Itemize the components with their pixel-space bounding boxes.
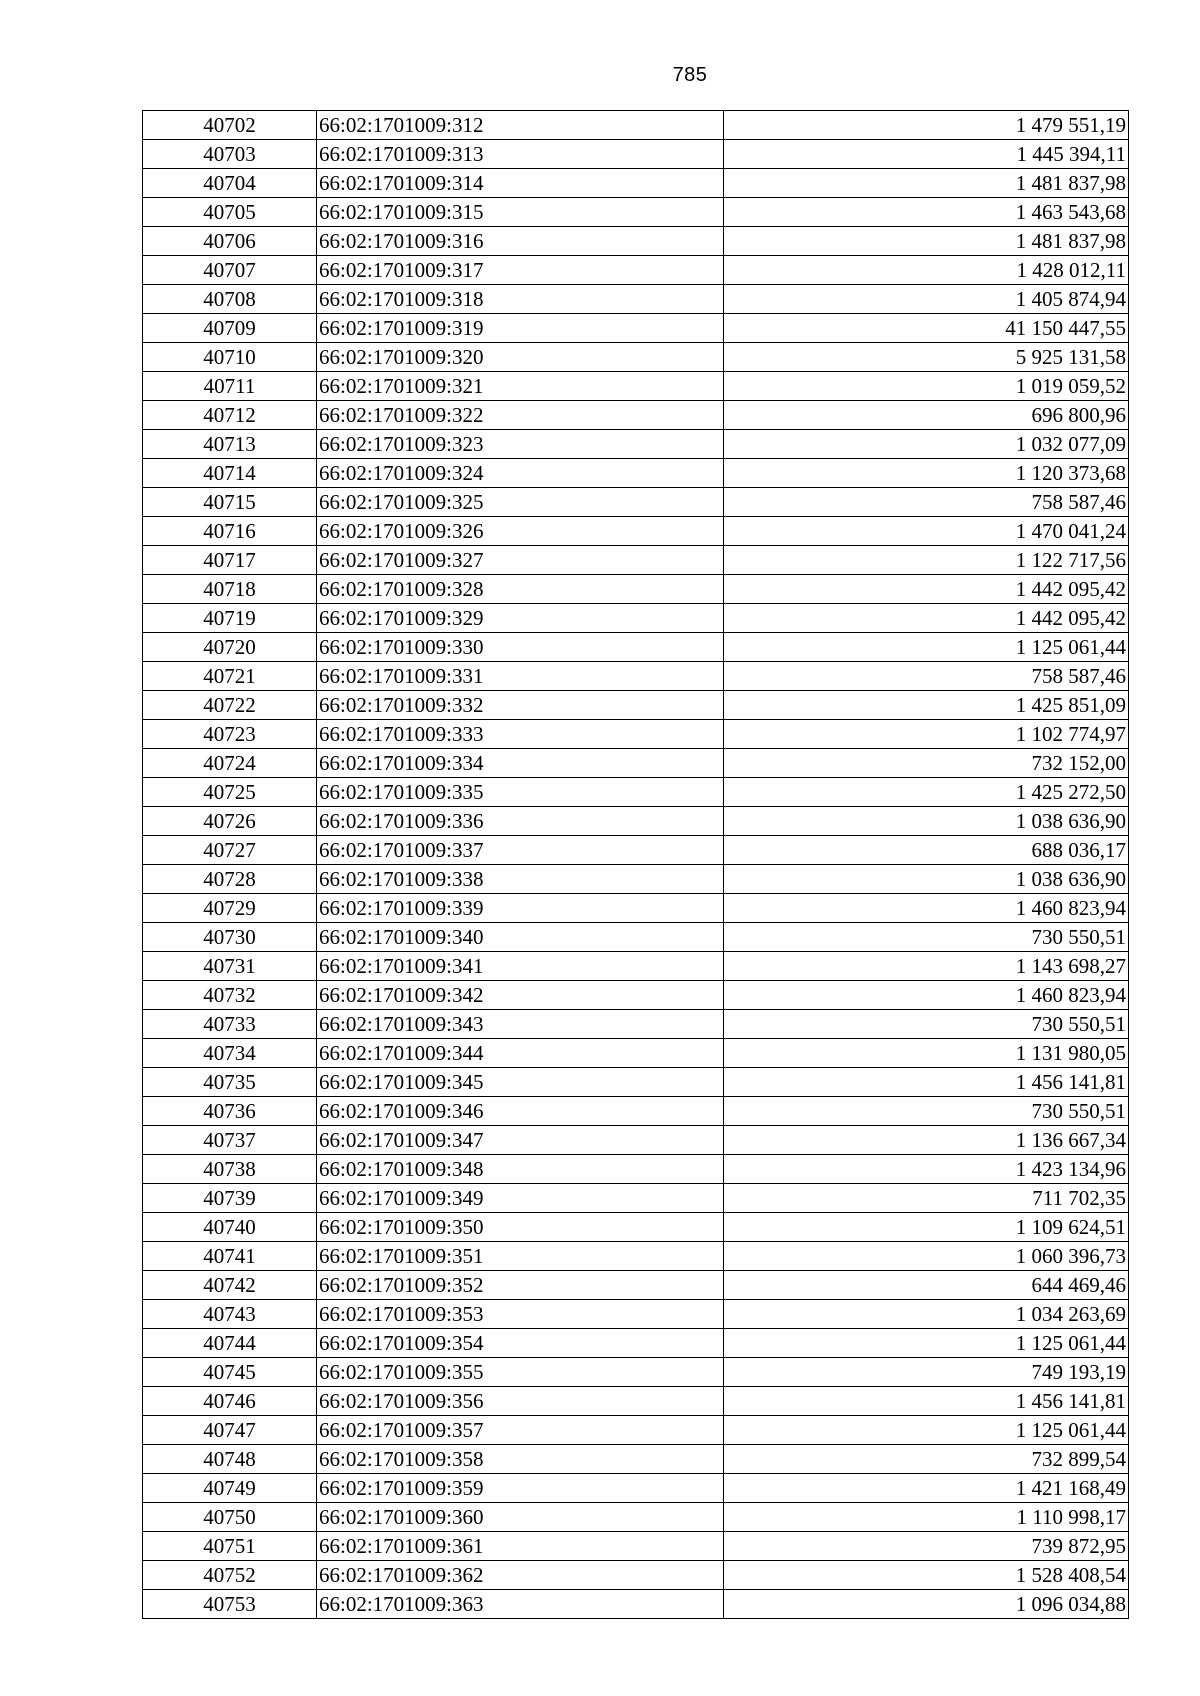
row-number-cell: 40722 bbox=[143, 691, 317, 720]
row-number-cell: 40720 bbox=[143, 633, 317, 662]
cadastral-value-cell: 1 143 698,27 bbox=[724, 952, 1129, 981]
cadastral-number-cell: 66:02:1701009:314 bbox=[317, 169, 724, 198]
table-row bbox=[143, 1358, 1129, 1387]
row-number-cell: 40728 bbox=[143, 865, 317, 894]
cadastral-number-cell: 66:02:1701009:339 bbox=[317, 894, 724, 923]
cadastral-value-cell: 749 193,19 bbox=[724, 1358, 1129, 1387]
row-number-cell: 40726 bbox=[143, 807, 317, 836]
cadastral-value-cell: 1 456 141,81 bbox=[724, 1387, 1129, 1416]
table-row bbox=[143, 1445, 1129, 1474]
table-row bbox=[143, 517, 1129, 546]
row-number-cell: 40736 bbox=[143, 1097, 317, 1126]
cadastral-value-cell: 5 925 131,58 bbox=[724, 343, 1129, 372]
cadastral-value-cell: 730 550,51 bbox=[724, 923, 1129, 952]
cadastral-number-cell: 66:02:1701009:343 bbox=[317, 1010, 724, 1039]
cadastral-value-cell: 1 034 263,69 bbox=[724, 1300, 1129, 1329]
cadastral-number-cell: 66:02:1701009:345 bbox=[317, 1068, 724, 1097]
cadastral-value-cell: 1 405 874,94 bbox=[724, 285, 1129, 314]
row-number-cell: 40742 bbox=[143, 1271, 317, 1300]
table-row bbox=[143, 372, 1129, 401]
row-number-cell: 40746 bbox=[143, 1387, 317, 1416]
row-number-cell: 40703 bbox=[143, 140, 317, 169]
row-number-cell: 40712 bbox=[143, 401, 317, 430]
cadastral-value-cell: 1 122 717,56 bbox=[724, 546, 1129, 575]
cadastral-number-cell: 66:02:1701009:334 bbox=[317, 749, 724, 778]
table-row bbox=[143, 1242, 1129, 1271]
row-number-cell: 40710 bbox=[143, 343, 317, 372]
table-body bbox=[143, 111, 1129, 1619]
cadastral-value-cell: 1 425 272,50 bbox=[724, 778, 1129, 807]
row-number-cell: 40725 bbox=[143, 778, 317, 807]
cadastral-number-cell: 66:02:1701009:327 bbox=[317, 546, 724, 575]
cadastral-value-cell: 644 469,46 bbox=[724, 1271, 1129, 1300]
cadastral-value-cell: 730 550,51 bbox=[724, 1010, 1129, 1039]
table-row bbox=[143, 749, 1129, 778]
cadastral-value-cell: 1 038 636,90 bbox=[724, 807, 1129, 836]
row-number-cell: 40733 bbox=[143, 1010, 317, 1039]
cadastral-number-cell: 66:02:1701009:321 bbox=[317, 372, 724, 401]
table-row bbox=[143, 198, 1129, 227]
table-row bbox=[143, 865, 1129, 894]
cadastral-number-cell: 66:02:1701009:323 bbox=[317, 430, 724, 459]
table-row bbox=[143, 314, 1129, 343]
table-row bbox=[143, 1126, 1129, 1155]
row-number-cell: 40741 bbox=[143, 1242, 317, 1271]
cadastral-value-cell: 730 550,51 bbox=[724, 1097, 1129, 1126]
table-row bbox=[143, 662, 1129, 691]
cadastral-value-cell: 732 899,54 bbox=[724, 1445, 1129, 1474]
cadastral-number-cell: 66:02:1701009:360 bbox=[317, 1503, 724, 1532]
table-row bbox=[143, 1300, 1129, 1329]
table-row bbox=[143, 430, 1129, 459]
table-row bbox=[143, 1590, 1129, 1619]
cadastral-number-cell: 66:02:1701009:349 bbox=[317, 1184, 724, 1213]
cadastral-number-cell: 66:02:1701009:320 bbox=[317, 343, 724, 372]
table-row bbox=[143, 140, 1129, 169]
table-row bbox=[143, 894, 1129, 923]
cadastral-number-cell: 66:02:1701009:313 bbox=[317, 140, 724, 169]
cadastral-value-cell: 1 019 059,52 bbox=[724, 372, 1129, 401]
cadastral-value-cell: 1 481 837,98 bbox=[724, 169, 1129, 198]
cadastral-number-cell: 66:02:1701009:312 bbox=[317, 111, 724, 140]
cadastral-value-cell: 1 125 061,44 bbox=[724, 633, 1129, 662]
row-number-cell: 40748 bbox=[143, 1445, 317, 1474]
cadastral-number-cell: 66:02:1701009:318 bbox=[317, 285, 724, 314]
table-row bbox=[143, 1184, 1129, 1213]
cadastral-number-cell: 66:02:1701009:359 bbox=[317, 1474, 724, 1503]
row-number-cell: 40737 bbox=[143, 1126, 317, 1155]
row-number-cell: 40713 bbox=[143, 430, 317, 459]
cadastral-number-cell: 66:02:1701009:338 bbox=[317, 865, 724, 894]
table-row bbox=[143, 227, 1129, 256]
cadastral-value-cell: 1 421 168,49 bbox=[724, 1474, 1129, 1503]
cadastral-number-cell: 66:02:1701009:315 bbox=[317, 198, 724, 227]
row-number-cell: 40740 bbox=[143, 1213, 317, 1242]
row-number-cell: 40743 bbox=[143, 1300, 317, 1329]
table-row bbox=[143, 807, 1129, 836]
page-number: 785 bbox=[672, 64, 708, 86]
table-row bbox=[143, 1271, 1129, 1300]
cadastral-number-cell: 66:02:1701009:331 bbox=[317, 662, 724, 691]
cadastral-value-cell: 711 702,35 bbox=[724, 1184, 1129, 1213]
cadastral-number-cell: 66:02:1701009:346 bbox=[317, 1097, 724, 1126]
row-number-cell: 40729 bbox=[143, 894, 317, 923]
table-row bbox=[143, 111, 1129, 140]
cadastral-number-cell: 66:02:1701009:317 bbox=[317, 256, 724, 285]
table-row bbox=[143, 633, 1129, 662]
cadastral-number-cell: 66:02:1701009:337 bbox=[317, 836, 724, 865]
table-row bbox=[143, 546, 1129, 575]
table-row bbox=[143, 1329, 1129, 1358]
row-number-cell: 40702 bbox=[143, 111, 317, 140]
row-number-cell: 40706 bbox=[143, 227, 317, 256]
row-number-cell: 40707 bbox=[143, 256, 317, 285]
row-number-cell: 40751 bbox=[143, 1532, 317, 1561]
cadastral-value-cell: 1 460 823,94 bbox=[724, 894, 1129, 923]
cadastral-value-cell: 1 428 012,11 bbox=[724, 256, 1129, 285]
cadastral-value-cell: 1 125 061,44 bbox=[724, 1329, 1129, 1358]
table-row bbox=[143, 1561, 1129, 1590]
cadastral-value-cell: 1 442 095,42 bbox=[724, 575, 1129, 604]
cadastral-number-cell: 66:02:1701009:324 bbox=[317, 459, 724, 488]
cadastral-value-cell: 739 872,95 bbox=[724, 1532, 1129, 1561]
cadastral-value-cell: 1 102 774,97 bbox=[724, 720, 1129, 749]
cadastral-number-cell: 66:02:1701009:340 bbox=[317, 923, 724, 952]
row-number-cell: 40727 bbox=[143, 836, 317, 865]
cadastral-number-cell: 66:02:1701009:348 bbox=[317, 1155, 724, 1184]
table-row bbox=[143, 691, 1129, 720]
cadastral-value-cell: 1 032 077,09 bbox=[724, 430, 1129, 459]
cadastral-number-cell: 66:02:1701009:358 bbox=[317, 1445, 724, 1474]
table-row bbox=[143, 1474, 1129, 1503]
cadastral-value-table bbox=[142, 110, 1129, 1619]
table-row bbox=[143, 604, 1129, 633]
cadastral-number-cell: 66:02:1701009:342 bbox=[317, 981, 724, 1010]
row-number-cell: 40715 bbox=[143, 488, 317, 517]
row-number-cell: 40750 bbox=[143, 1503, 317, 1532]
table-row bbox=[143, 1010, 1129, 1039]
cadastral-value-cell: 1 463 543,68 bbox=[724, 198, 1129, 227]
row-number-cell: 40738 bbox=[143, 1155, 317, 1184]
cadastral-number-cell: 66:02:1701009:344 bbox=[317, 1039, 724, 1068]
table-row bbox=[143, 836, 1129, 865]
cadastral-number-cell: 66:02:1701009:357 bbox=[317, 1416, 724, 1445]
cadastral-number-cell: 66:02:1701009:330 bbox=[317, 633, 724, 662]
table-row bbox=[143, 256, 1129, 285]
table-row bbox=[143, 1416, 1129, 1445]
cadastral-number-cell: 66:02:1701009:356 bbox=[317, 1387, 724, 1416]
table-row bbox=[143, 488, 1129, 517]
cadastral-value-cell: 1 038 636,90 bbox=[724, 865, 1129, 894]
row-number-cell: 40724 bbox=[143, 749, 317, 778]
row-number-cell: 40705 bbox=[143, 198, 317, 227]
cadastral-number-cell: 66:02:1701009:361 bbox=[317, 1532, 724, 1561]
cadastral-value-cell: 1 528 408,54 bbox=[724, 1561, 1129, 1590]
row-number-cell: 40719 bbox=[143, 604, 317, 633]
row-number-cell: 40731 bbox=[143, 952, 317, 981]
table-row bbox=[143, 1387, 1129, 1416]
cadastral-value-cell: 688 036,17 bbox=[724, 836, 1129, 865]
cadastral-value-cell: 1 479 551,19 bbox=[724, 111, 1129, 140]
document-sheet bbox=[142, 110, 1128, 1619]
cadastral-value-cell: 1 481 837,98 bbox=[724, 227, 1129, 256]
row-number-cell: 40716 bbox=[143, 517, 317, 546]
row-number-cell: 40732 bbox=[143, 981, 317, 1010]
cadastral-value-cell: 1 131 980,05 bbox=[724, 1039, 1129, 1068]
row-number-cell: 40739 bbox=[143, 1184, 317, 1213]
row-number-cell: 40714 bbox=[143, 459, 317, 488]
table-row bbox=[143, 778, 1129, 807]
table-row bbox=[143, 1097, 1129, 1126]
cadastral-number-cell: 66:02:1701009:329 bbox=[317, 604, 724, 633]
cadastral-value-cell: 1 109 624,51 bbox=[724, 1213, 1129, 1242]
cadastral-number-cell: 66:02:1701009:347 bbox=[317, 1126, 724, 1155]
row-number-cell: 40744 bbox=[143, 1329, 317, 1358]
row-number-cell: 40730 bbox=[143, 923, 317, 952]
table-row bbox=[143, 1503, 1129, 1532]
cadastral-value-cell: 1 110 998,17 bbox=[724, 1503, 1129, 1532]
table-row bbox=[143, 923, 1129, 952]
cadastral-value-cell: 1 125 061,44 bbox=[724, 1416, 1129, 1445]
cadastral-value-cell: 1 445 394,11 bbox=[724, 140, 1129, 169]
cadastral-value-cell: 696 800,96 bbox=[724, 401, 1129, 430]
row-number-cell: 40734 bbox=[143, 1039, 317, 1068]
cadastral-number-cell: 66:02:1701009:326 bbox=[317, 517, 724, 546]
table-row bbox=[143, 343, 1129, 372]
table-row bbox=[143, 1039, 1129, 1068]
cadastral-number-cell: 66:02:1701009:354 bbox=[317, 1329, 724, 1358]
cadastral-number-cell: 66:02:1701009:351 bbox=[317, 1242, 724, 1271]
cadastral-value-cell: 1 136 667,34 bbox=[724, 1126, 1129, 1155]
row-number-cell: 40747 bbox=[143, 1416, 317, 1445]
table-row bbox=[143, 1532, 1129, 1561]
cadastral-number-cell: 66:02:1701009:341 bbox=[317, 952, 724, 981]
cadastral-number-cell: 66:02:1701009:363 bbox=[317, 1590, 724, 1619]
cadastral-value-cell: 1 120 373,68 bbox=[724, 459, 1129, 488]
table-row bbox=[143, 952, 1129, 981]
table-row bbox=[143, 1213, 1129, 1242]
cadastral-value-cell: 1 470 041,24 bbox=[724, 517, 1129, 546]
cadastral-value-cell: 1 456 141,81 bbox=[724, 1068, 1129, 1097]
row-number-cell: 40745 bbox=[143, 1358, 317, 1387]
row-number-cell: 40718 bbox=[143, 575, 317, 604]
cadastral-value-cell: 758 587,46 bbox=[724, 488, 1129, 517]
cadastral-value-cell: 758 587,46 bbox=[724, 662, 1129, 691]
cadastral-value-cell: 1 096 034,88 bbox=[724, 1590, 1129, 1619]
row-number-cell: 40735 bbox=[143, 1068, 317, 1097]
table-row bbox=[143, 285, 1129, 314]
table-row bbox=[143, 720, 1129, 749]
cadastral-number-cell: 66:02:1701009:353 bbox=[317, 1300, 724, 1329]
cadastral-value-cell: 1 442 095,42 bbox=[724, 604, 1129, 633]
cadastral-number-cell: 66:02:1701009:333 bbox=[317, 720, 724, 749]
table-row bbox=[143, 981, 1129, 1010]
row-number-cell: 40723 bbox=[143, 720, 317, 749]
cadastral-number-cell: 66:02:1701009:335 bbox=[317, 778, 724, 807]
row-number-cell: 40704 bbox=[143, 169, 317, 198]
cadastral-value-cell: 1 060 396,73 bbox=[724, 1242, 1129, 1271]
table-row bbox=[143, 459, 1129, 488]
cadastral-number-cell: 66:02:1701009:316 bbox=[317, 227, 724, 256]
cadastral-number-cell: 66:02:1701009:355 bbox=[317, 1358, 724, 1387]
cadastral-number-cell: 66:02:1701009:319 bbox=[317, 314, 724, 343]
cadastral-value-cell: 732 152,00 bbox=[724, 749, 1129, 778]
table-row bbox=[143, 169, 1129, 198]
cadastral-value-cell: 1 460 823,94 bbox=[724, 981, 1129, 1010]
table-row bbox=[143, 1068, 1129, 1097]
cadastral-number-cell: 66:02:1701009:362 bbox=[317, 1561, 724, 1590]
row-number-cell: 40721 bbox=[143, 662, 317, 691]
table-row bbox=[143, 401, 1129, 430]
row-number-cell: 40709 bbox=[143, 314, 317, 343]
cadastral-value-cell: 41 150 447,55 bbox=[724, 314, 1129, 343]
row-number-cell: 40753 bbox=[143, 1590, 317, 1619]
cadastral-number-cell: 66:02:1701009:332 bbox=[317, 691, 724, 720]
cadastral-number-cell: 66:02:1701009:352 bbox=[317, 1271, 724, 1300]
row-number-cell: 40708 bbox=[143, 285, 317, 314]
row-number-cell: 40749 bbox=[143, 1474, 317, 1503]
table-row bbox=[143, 575, 1129, 604]
cadastral-value-cell: 1 423 134,96 bbox=[724, 1155, 1129, 1184]
cadastral-value-cell: 1 425 851,09 bbox=[724, 691, 1129, 720]
cadastral-number-cell: 66:02:1701009:350 bbox=[317, 1213, 724, 1242]
cadastral-number-cell: 66:02:1701009:325 bbox=[317, 488, 724, 517]
table-row bbox=[143, 1155, 1129, 1184]
row-number-cell: 40752 bbox=[143, 1561, 317, 1590]
cadastral-number-cell: 66:02:1701009:322 bbox=[317, 401, 724, 430]
cadastral-number-cell: 66:02:1701009:328 bbox=[317, 575, 724, 604]
row-number-cell: 40711 bbox=[143, 372, 317, 401]
cadastral-number-cell: 66:02:1701009:336 bbox=[317, 807, 724, 836]
row-number-cell: 40717 bbox=[143, 546, 317, 575]
